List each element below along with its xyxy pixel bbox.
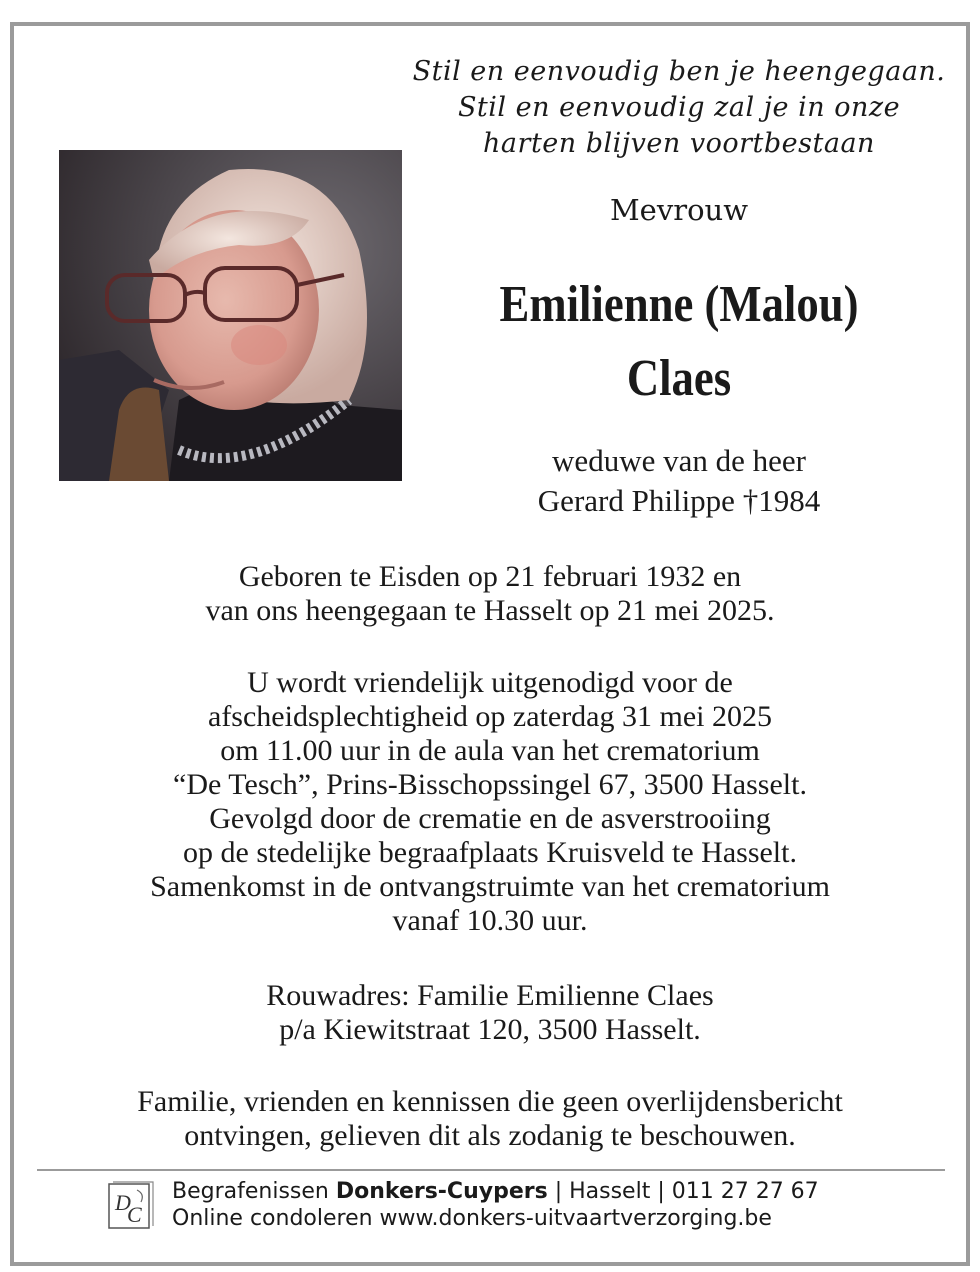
closing-paragraph [30, 1085, 950, 1153]
portrait-photo [59, 150, 402, 481]
poem-line: Stil en eenvoudig zal je in onze [457, 92, 901, 123]
deceased-name-line1: Emilienne (Malou) [499, 276, 859, 333]
paragraph-line: Familie, vrienden en kennissen die geen overlijdensbericht [137, 1085, 843, 1118]
paragraph-line: afscheidsplechtigheid op zaterdag 31 mei 2025 [208, 700, 772, 733]
address-paragraph [30, 979, 950, 1047]
paragraph-line: op de stedelijke begraafplaats Kruisveld te Hasselt. [183, 836, 797, 869]
svg-text:C: C [127, 1202, 142, 1227]
paragraph-line: Geboren te Eisden op 21 februari 1932 en [238, 560, 742, 593]
svg-text:D: D [115, 1190, 131, 1215]
paragraph-line: Samenkomst in de ontvangstruimte van het crematorium [150, 870, 830, 903]
poem-line: harten blijven voortbestaan [483, 128, 875, 159]
paragraph-line: om 11.00 uur in de aula van het crematorium [220, 734, 760, 767]
funeral-home-line1 [172, 1178, 819, 1205]
widow-line: Gerard Philippe †1984 [537, 483, 821, 518]
paragraph-line: “De Tesch”, Prins-Bisschopssingel 67, 3500 Hasselt. [173, 768, 807, 801]
poem-line: Stil en eenvoudig ben je heengegaan. [412, 56, 946, 87]
deceased-name-line2: Claes [626, 350, 732, 407]
paragraph-line: p/a Kiewitstraat 120, 3500 Hasselt. [279, 1013, 701, 1046]
paragraph-line: Gevolgd door de crematie en de asverstrooiing [209, 802, 771, 835]
poem [404, 54, 954, 162]
footer-prefix: Begrafenissen [172, 1179, 336, 1204]
widow-line: weduwe van de heer [552, 443, 806, 478]
paragraph-line: vanaf 10.30 uur. [392, 904, 588, 937]
widow-of [404, 441, 954, 521]
honorific: Mevrouw [609, 193, 749, 227]
funeral-home-name: Donkers-Cuypers [335, 1179, 548, 1204]
portrait-illustration [59, 150, 402, 481]
footer-divider [37, 1169, 945, 1171]
paragraph-line: ontvingen, gelieven dit als zodanig te beschouwen. [184, 1119, 796, 1152]
paragraph-line: Rouwadres: Familie Emilienne Claes [266, 979, 714, 1012]
invitation-paragraph [30, 666, 950, 938]
deceased-name [443, 268, 916, 416]
paragraph-line: van ons heengegaan te Hasselt op 21 mei 2025. [205, 594, 775, 627]
paragraph-line: U wordt vriendelijk uitgenodigd voor de [247, 666, 733, 699]
dc-monogram-icon [107, 1180, 155, 1232]
online-condolence-line: Online condoleren www.donkers-uitvaartverzorging.be [172, 1206, 772, 1231]
footer-contact: | Hasselt | 011 27 27 67 [547, 1179, 819, 1204]
funeral-home-info [172, 1178, 819, 1232]
birth-death-paragraph [30, 560, 950, 628]
